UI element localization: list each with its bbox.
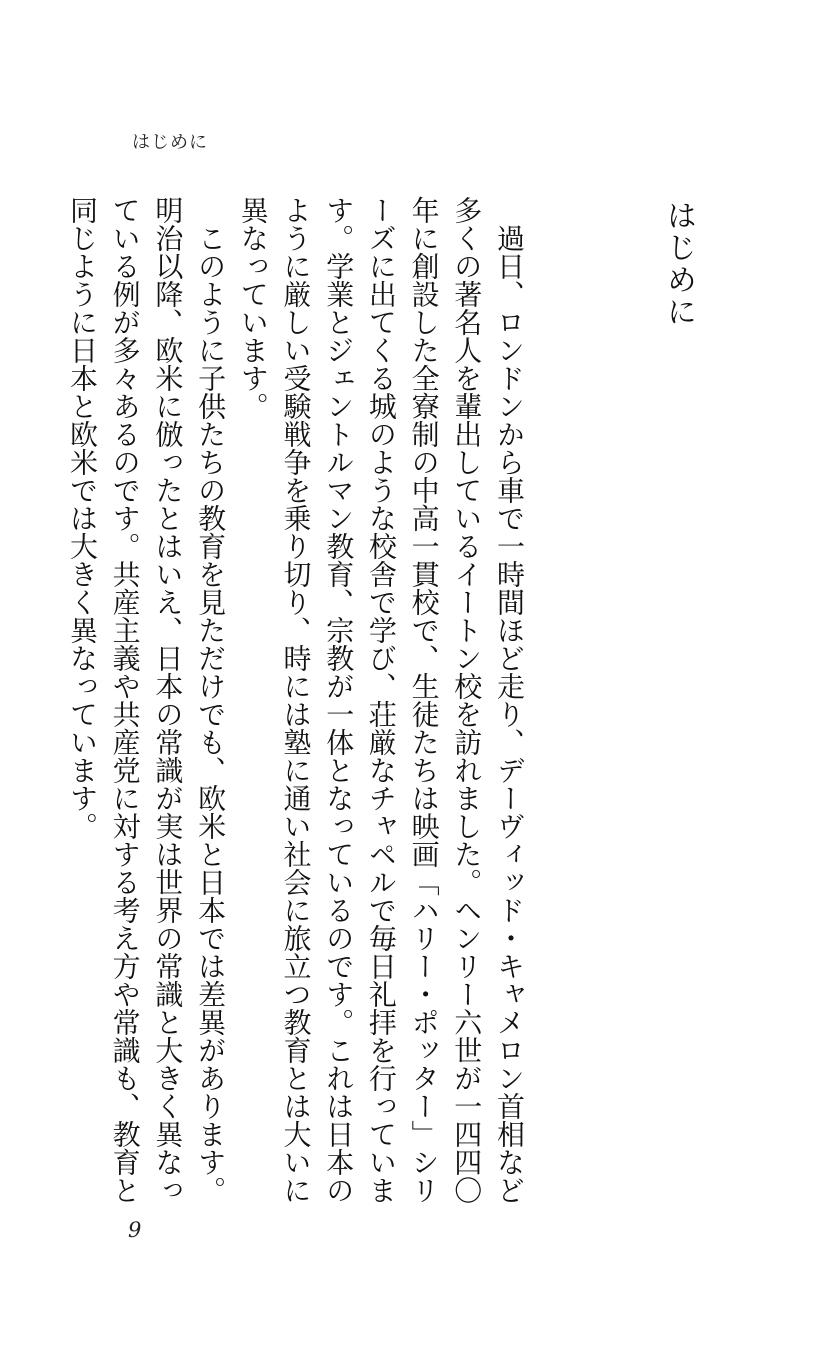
chapter-title: はじめに [661, 200, 696, 328]
body-text [65, 196, 530, 1226]
running-head: はじめに [132, 132, 208, 153]
paragraph-2: このように子供たちの教育を見ただけでも、欧米と日本では差異があります。明治以降、欧米に倣ったとはいえ、日本の常識が実は世界の常識と大きく異なっている例が多々あるのです。共産主義や共産党に対する考え方や常識も、教育と同じように日本と欧米では大きく異なっています。 [65, 196, 228, 1204]
paragraph-1: 過日、ロンドンから車で一時間ほど走り、デーヴィッド・キャメロン首相など多くの著名人を輩出しているイートン校を訪れました。ヘンリー六世が一四四〇年に創設した全寮制の中高一貫校で、生徒たちは映画「ハリー・ポッター」シリーズに出てくる城のような校舎で学び、荘厳なチャペルで毎日礼拝を行っています。学業とジェントルマン教育、宗教が一体となっているのです。これは日本のように厳しい受験戦争を乗り切り、時には塾に通い社会に旅立つ教育とは大いに異なっています。 [236, 196, 526, 1204]
page-number: 9 [128, 1218, 142, 1242]
